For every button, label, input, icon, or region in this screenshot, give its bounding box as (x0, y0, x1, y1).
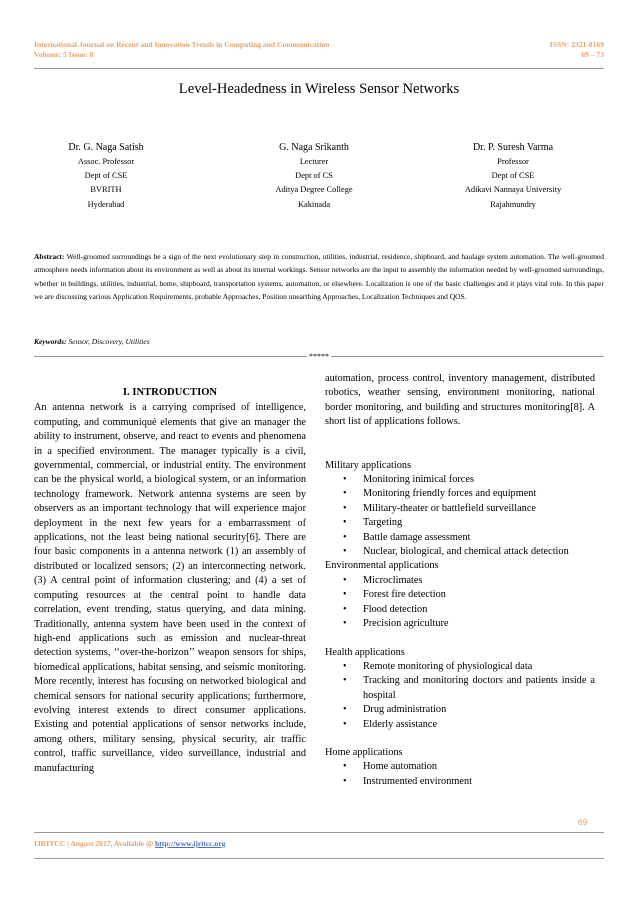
journal-name: International Journal on Recent and Innovation Trends in Computing and Communication (34, 40, 330, 49)
separator-stars (0, 352, 638, 361)
page-number: 69 (578, 817, 588, 827)
list-item: • Precision agriculture (325, 617, 595, 631)
list-item: • Drug administration (325, 703, 595, 717)
footer-rule-bottom (34, 858, 604, 859)
abstract-text: Well-groomed surroundings be a sign of the next evolutionary step in construction, utilities, industrial, residence, shipboard, and haulage system automation. The well-groomed atmosphere needs information about its environment as well as about its internal workings. Sensor networks are the input to assembly the information needed by well-groomed surroundings, whether in buildings, utilities, industrial, home, shipboard, transportation systems, automation, or elsewhere. Localization is one of the basic challenges and it plays vital role. In this paper we are discussing various Application Requirements, probable Approaches, Position unearthing Approaches, Localization Techniques and QOS. (34, 252, 604, 301)
header-rule (34, 68, 604, 69)
journal-link[interactable]: http://www.ijritcc.org (155, 839, 226, 848)
keywords (34, 337, 150, 346)
list-item: • Monitoring friendly forces and equipment (325, 487, 595, 501)
list-item: • Military-theater or battlefield surveillance (325, 502, 595, 516)
health-list (325, 660, 595, 732)
section-heading: I. INTRODUCTION (122, 387, 218, 398)
author-name: Dr. P. Suresh Varma (472, 142, 554, 153)
military-list (325, 473, 595, 559)
author-org: BVRITH (90, 185, 122, 195)
list-item: • Home automation (325, 760, 595, 774)
list-item: • Nuclear, biological, and chemical attack detection (325, 545, 595, 559)
author-2 (219, 140, 409, 212)
footer-rule-top (34, 832, 604, 833)
author-role: Lecturer (299, 157, 329, 166)
footer-text: IJRITCC | August 2017, Available @ (34, 839, 156, 848)
intro-continuation: automation, process control, inventory management, distributed robotics, weather sensing, environment monitoring, national border monitoring, and building and structures monitoring[8]. A short list of applications follows. (325, 373, 595, 428)
list-item: • Monitoring inimical forces (325, 473, 595, 487)
category-health: Health applications (325, 646, 405, 658)
journal-volume: Volume: 5 Issue: 8 (34, 50, 94, 59)
list-item: • Battle damage assessment (325, 531, 595, 545)
separator-text: ***** (309, 352, 329, 361)
intro-paragraph: An antenna network is a carrying comprised of intelligence, computing, and communiqué elements that give an manager the ability to instrument, observe, and react to events and phenomena in a specified environment. The manager typically is a civil, governmental, commercial, or industrial entity. The environment can be the physical world, a biological system, or an information technology framework. Network antenna systems are seen by observers as an important technology that will experience major deployment in the next few years for a embarrassment of applications, not the least being national security[6]. There are four basic components in a antenna network (1) an assembly of distributed or localized sensors; (2) an interconnecting network. (3) A central point of information clustering; and (4) a set of computing resources at the central point to handle data correlation, event trending, status querying, and data mining. Traditionally, antenna system have been used in the context of high-end applications such as emission and nuclear-threat detection systems, ‘‘over-the-horizon’’ weapon sensors for ships, biomedical applications, habitat sensing, and seismic monitoring. More recently, interest has focusing on networked biological and chemical sensors for national security applications; furthermore, evolving interest extends to direct consumer applications. Existing and potential applications of sensor networks include, among others, military sensing, physical security, air traffic control, traffic surveillance, video surveillance, industrial and manufacturing (34, 402, 306, 774)
author-city: Hyderabad (87, 199, 125, 209)
journal-pages: 69 – 73 (581, 50, 604, 59)
category-environmental: Environmental applications (325, 560, 439, 572)
list-item: • Remote monitoring of physiological data (325, 660, 595, 674)
author-dept: Dept of CSE (491, 171, 535, 181)
keywords-label: Keywords: (34, 337, 67, 346)
author-city: Kakinada (297, 199, 331, 209)
author-org: Aditya Degree College (275, 185, 353, 195)
author-role: Assoc. Professor (77, 157, 135, 166)
left-column (34, 386, 306, 776)
author-name: Dr. G. Naga Satish (68, 142, 144, 153)
list-item: • Flood detection (325, 603, 595, 617)
list-item: • Forest fire detection (325, 588, 595, 602)
list-item: • Targeting (325, 516, 595, 530)
list-item: • Instrumented environment (325, 775, 595, 789)
list-item: • Tracking and monitoring doctors and patients inside a hospital (325, 674, 595, 703)
footer (34, 839, 225, 848)
author-role: Professor (497, 157, 529, 166)
author-dept: Dept of CSE (84, 171, 128, 181)
category-home: Home applications (325, 746, 403, 758)
author-dept: Dept of CS (295, 171, 333, 181)
author-3 (418, 140, 608, 212)
environmental-list (325, 574, 595, 632)
abstract (34, 250, 604, 303)
author-org: Adikavi Nannaya University (464, 185, 562, 195)
home-list (325, 760, 595, 789)
category-military: Military applications (325, 459, 412, 471)
abstract-label: Abstract: (34, 252, 65, 261)
journal-issn: ISSN: 2321-8169 (549, 40, 604, 49)
paper-title: Level-Headedness in Wireless Sensor Networks (178, 81, 460, 97)
right-column (325, 372, 595, 789)
author-city: Rajahmundry (490, 199, 536, 209)
author-name: G. Naga Srikanth (279, 142, 349, 153)
keywords-text: Sensor, Discovery, Utilities (68, 337, 150, 346)
list-item: • Microclimates (325, 574, 595, 588)
list-item: • Elderly assistance (325, 718, 595, 732)
author-1 (11, 140, 201, 212)
